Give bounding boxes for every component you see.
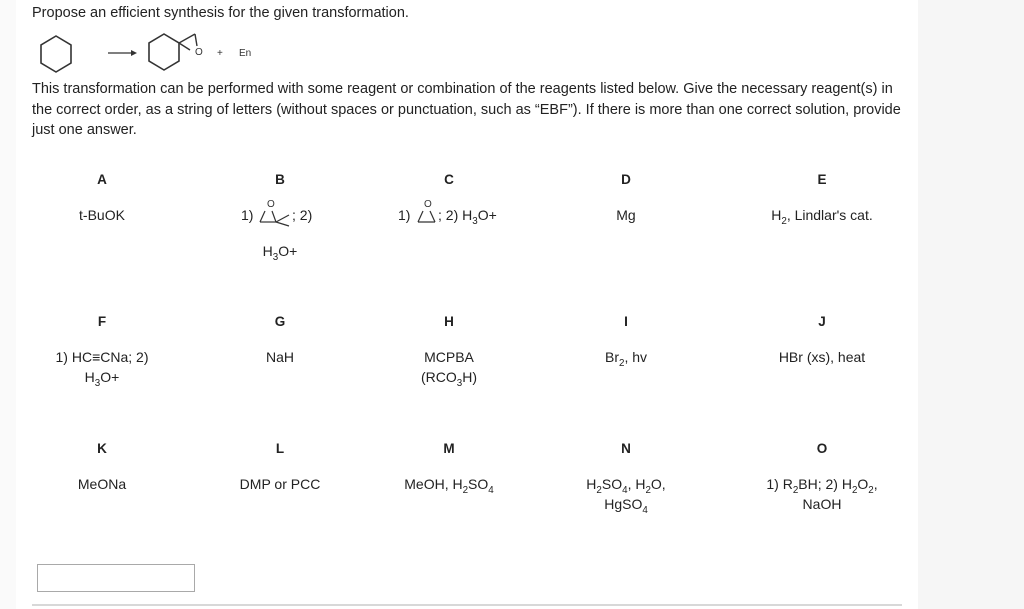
question-prompt: Propose an efficient synthesis for the given transformation. [32, 5, 409, 21]
cyclohexane-reactant [41, 36, 71, 72]
spiro-epoxide-product [149, 34, 203, 70]
reagent-M [384, 439, 514, 494]
reagent-text: MeOH, $H_2SO_4$ [404, 476, 494, 496]
reagent-D [576, 170, 676, 225]
reagent-text: HBr (xs), heat [778, 349, 866, 365]
reagent-line-2: HgSO$_4$ [604, 496, 648, 516]
reagent-letter: A [97, 172, 107, 187]
reagent-letter: G [274, 314, 286, 329]
reagent-O [747, 439, 897, 514]
reagent-letter: E [817, 172, 827, 187]
reaction-arrow [108, 50, 137, 56]
reagent-N [561, 439, 691, 514]
reagent-line-2: NaOH [802, 496, 842, 512]
reagent-line-1: 1) HC≡CNa; 2) [55, 349, 149, 365]
reagent-letter: C [444, 172, 454, 187]
reagent-text: MeONa [77, 476, 127, 492]
reagent-letter: D [621, 172, 631, 187]
right-margin [918, 0, 1024, 609]
reagent-B [230, 170, 330, 261]
reagent-step-1: 1) [241, 207, 254, 223]
answer-input[interactable] [37, 564, 195, 592]
reagent-line-1: MCPBA [424, 349, 474, 365]
reagent-G [230, 312, 330, 367]
reagent-letter: K [97, 441, 107, 456]
reagent-letter: M [443, 441, 455, 456]
reagent-line-1 [384, 199, 514, 227]
question-panel [16, 0, 918, 609]
epoxide-oxygen-label: O [424, 199, 432, 210]
reagent-letter: N [621, 441, 631, 456]
reagent-A [52, 170, 152, 225]
reagent-text: NaH [265, 349, 294, 365]
reagent-letter: H [444, 314, 454, 329]
reagent-line-2: $(RCO_3H)$ [420, 369, 477, 389]
reagent-K [52, 439, 152, 494]
epoxide-oxygen-label: O [267, 199, 275, 210]
reagent-L [220, 439, 340, 494]
reagent-text: t-BuOK [79, 207, 125, 223]
reagent-text: DMP or PCC [239, 476, 321, 492]
plus-sign: + [217, 48, 223, 59]
methyl-epoxide-icon [259, 198, 295, 228]
divider [32, 604, 902, 606]
reagent-C [384, 170, 514, 225]
reagent-E [752, 170, 892, 225]
reagent-I [576, 312, 676, 367]
reagent-line-2: $H_3O+$ [262, 243, 298, 263]
reagent-letter: F [97, 314, 107, 329]
reagent-letter: B [275, 172, 285, 187]
reagent-step-2: ; 2) $H_3O+$ [438, 207, 497, 227]
reagent-letter: J [818, 314, 826, 329]
reagent-letter: L [275, 441, 285, 456]
reagent-line-2: $H_3O+$ [84, 369, 120, 389]
reagent-J [752, 312, 892, 367]
instructions: This transformation can be performed with some reagent or combination of the reagents listed below. Give the necessary reagent(s) in the correct order, as a string of letters (without spaces or punctuation, such as “EBF”). If there is more than one correct solution, provide just one answer. [32, 81, 901, 138]
reagent-line-1 [230, 199, 330, 225]
reagent-text: Mg [616, 207, 636, 223]
reagent-step-1: 1) [398, 207, 411, 223]
product-oxygen-label: O [195, 47, 203, 58]
reagent-text: $Br_2$, hv [604, 349, 648, 369]
reagent-letter: O [816, 441, 828, 456]
left-margin [0, 0, 16, 609]
enantiomer-label: En [239, 48, 252, 59]
reagent-line-1: $H_2SO_4$, $H_2O$, [586, 476, 666, 496]
reagent-step-2: ; 2) [292, 207, 313, 223]
reaction-scheme [36, 26, 296, 76]
reagent-text: $H_2$, Lindlar's cat. [771, 207, 873, 227]
reagent-letter: I [624, 314, 628, 329]
reagent-line-1: 1) $R_2BH$; 2) $H_2O_2$, [766, 476, 878, 496]
reagent-F [42, 312, 162, 387]
reagent-H [399, 312, 499, 387]
